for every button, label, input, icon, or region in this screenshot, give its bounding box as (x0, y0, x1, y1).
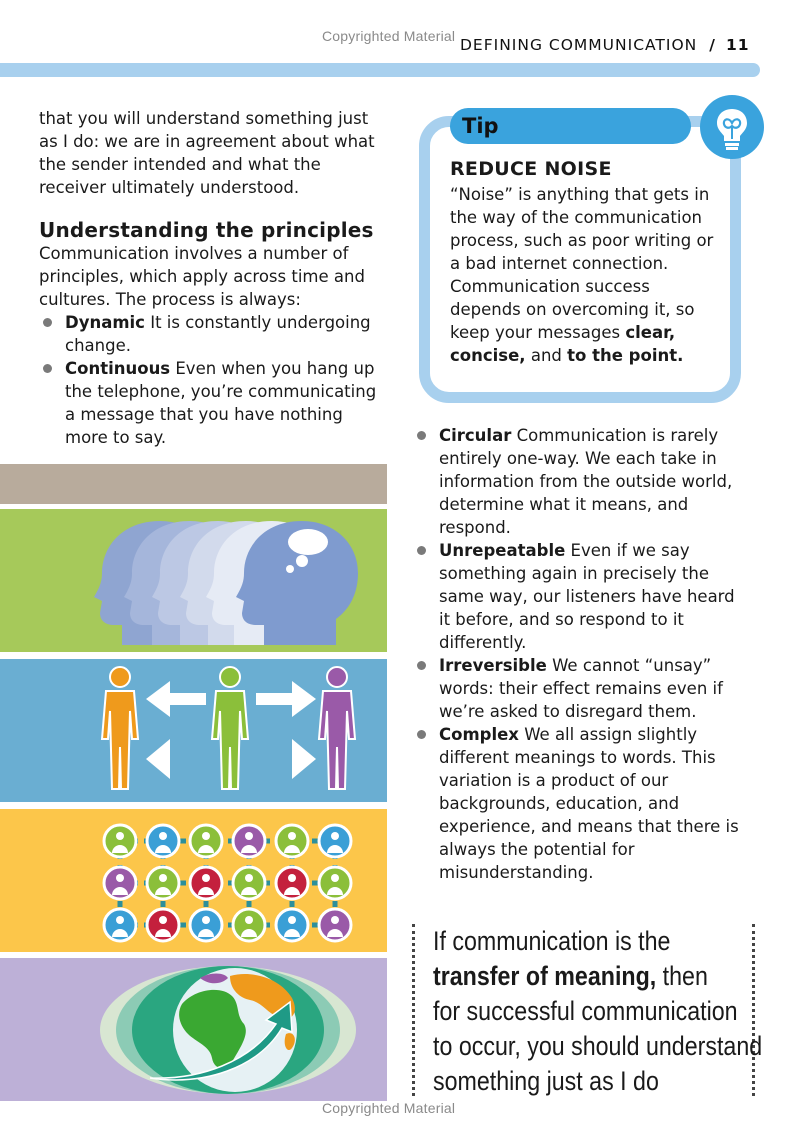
quote-line (433, 959, 706, 994)
bullet-text: We all assign slightly different meanings to words. This variation is a product of our backgrounds, education, and experience, and means that there is always the potential for misunderstanding. (439, 725, 739, 882)
left-column (39, 107, 384, 449)
quote-line-rest: then (656, 961, 708, 991)
network-illustration (0, 809, 387, 952)
bullet-text: Even when you hang up the telephone, you’re communicating a message that you have nothing more to say. (65, 359, 377, 447)
right-column (413, 424, 743, 884)
list-item (413, 539, 743, 654)
lead-paragraph: Communication involves a number of principles, which apply across time and cultures. The process is always: (39, 244, 365, 309)
bullet-term: Unrepeatable (439, 541, 566, 560)
band-heads (0, 509, 387, 652)
right-bullet-list (413, 424, 743, 884)
band-people (0, 659, 387, 802)
bullet-text: We cannot “unsay” words: their effect remains even if we’re asked to disregard them. (439, 656, 723, 721)
watermark-top: Copyrighted Material (322, 28, 456, 44)
quote-border-left (412, 924, 415, 1096)
header-separator: / (709, 36, 716, 54)
tip-body (450, 183, 720, 367)
bullet-text: It is constantly undergoing change. (65, 313, 371, 355)
bullet-text: Even if we say something again in precisely the same way, our listeners have heard it before, and so respond to it differently. (439, 541, 735, 652)
quote-line: to occur, you should understand (433, 1031, 763, 1061)
bullet-term: Circular (439, 426, 512, 445)
lightbulb-icon (700, 95, 764, 159)
quote-line: If communication is the (433, 926, 671, 956)
bullet-text: Communication is rarely entirely one-way. We each take in information from the outside world, determine what it means, and respond. (439, 426, 733, 537)
tip-body-text: “Noise” is anything that gets in the way of the communication process, such as poor writing or a bad internet connection. Communication success depends on overcoming it, so keep your messages (450, 185, 714, 342)
globe-illustration (0, 958, 387, 1101)
watermark-bottom: Copyrighted Material (322, 1100, 456, 1116)
quote-line: something just as I do (433, 1066, 659, 1096)
tip-emphasis: clear, concise, (450, 323, 676, 365)
header-rule (0, 63, 760, 77)
people-illustration (0, 659, 387, 802)
list-item (413, 723, 743, 884)
intro-paragraph: that you will understand something just as I do: we are in agreement about what the sender intended and what the receiver ultimately understood. (39, 109, 375, 197)
band-network (0, 809, 387, 952)
list-item (413, 424, 743, 539)
tip-label: Tip (450, 108, 691, 144)
tip-body-text: and (525, 346, 568, 365)
bullet-term: Dynamic (65, 313, 145, 332)
left-bullet-list (39, 311, 384, 449)
bullet-term: Continuous (65, 359, 171, 378)
chapter-title: DEFINING COMMUNICATION (460, 36, 698, 54)
tip-emphasis: to the point. (567, 346, 684, 365)
pull-quote (433, 924, 763, 1099)
heads-illustration (0, 509, 387, 652)
list-item (39, 311, 384, 357)
list-item (413, 654, 743, 723)
quote-emphasis: transfer of meaning, (433, 961, 657, 991)
section-heading: Understanding the principles (39, 218, 374, 242)
quote-border-right (752, 924, 755, 1096)
bullet-term: Complex (439, 725, 519, 744)
band-taupe (0, 464, 387, 504)
page-number: 11 (725, 36, 750, 54)
list-item (39, 357, 384, 449)
bullet-term: Irreversible (439, 656, 547, 675)
quote-line: for successful communication (433, 996, 738, 1026)
tip-title: REDUCE NOISE (450, 158, 612, 180)
running-head (460, 36, 750, 54)
band-globe (0, 958, 387, 1101)
